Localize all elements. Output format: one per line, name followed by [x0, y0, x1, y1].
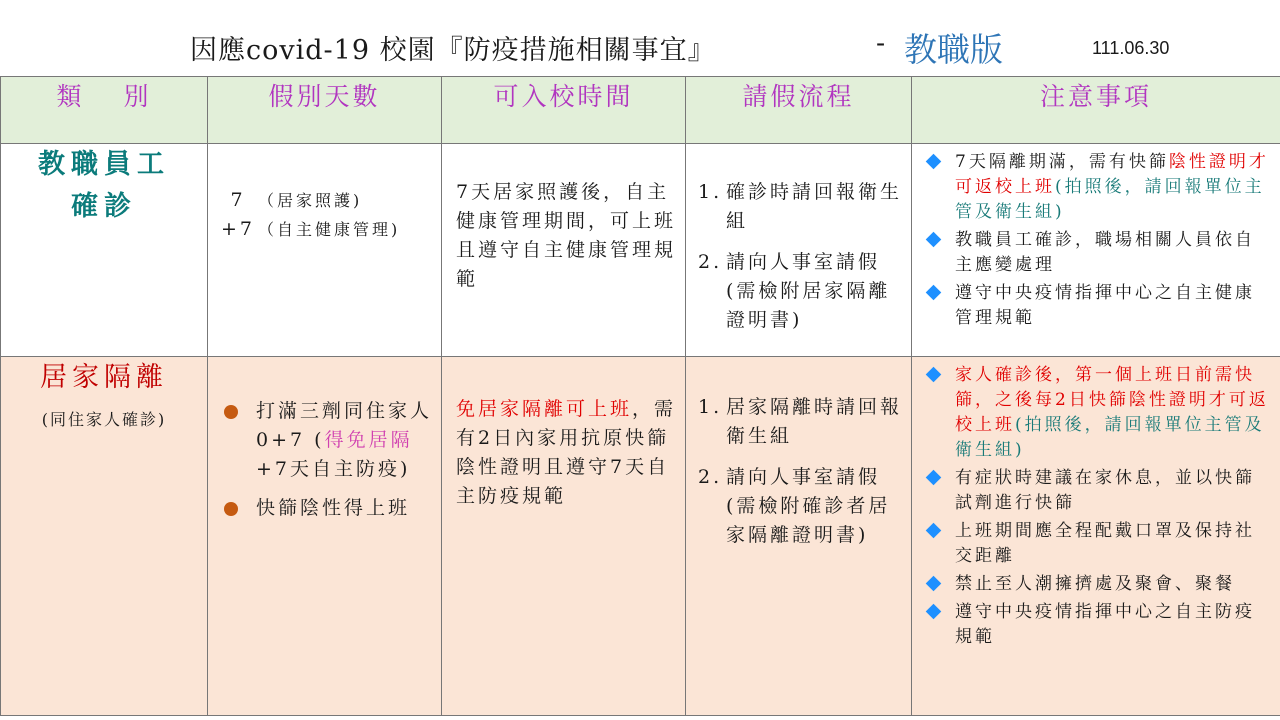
category-cell — [1, 144, 208, 357]
entry-text: 7天居家照護後，自主健康管理期間，可上班且遵守自主健康管理規範 — [456, 181, 677, 290]
diamond-bullet-icon — [926, 470, 942, 486]
measures-table — [0, 76, 1280, 716]
days-line: 7 （居家照護) — [230, 189, 363, 211]
note-item: 7天隔離期滿，需有快篩陰性證明才可返校上班(拍照後，請回報單位主管及衛生組) — [926, 150, 1274, 225]
table-row-home-isolation — [1, 357, 1280, 716]
leave-days-cell — [208, 357, 442, 716]
leave-process-cell — [686, 144, 912, 357]
category-home-isolation: 居家隔離 — [40, 362, 168, 393]
diamond-bullet-icon — [926, 576, 942, 592]
process-step: 2. 請向人事室請假(需檢附居家隔離證明書) — [698, 251, 891, 331]
entry-time-cell — [442, 144, 686, 357]
table-row-staff-confirmed — [1, 144, 1280, 357]
note-item: 遵守中央疫情指揮中心之自主防疫規範 — [926, 600, 1274, 650]
diamond-bullet-icon — [926, 367, 942, 383]
note-item: 禁止至人潮擁擠處及聚會、聚餐 — [926, 572, 1274, 597]
diamond-bullet-icon — [926, 604, 942, 620]
circle-bullet-icon — [224, 405, 238, 419]
category-staff-line2: 確診 — [71, 191, 137, 222]
note-item: 上班期間應全程配戴口罩及保持社交距離 — [926, 519, 1274, 569]
leave-days-cell — [208, 144, 442, 357]
date-label: 111.06.30 — [1092, 38, 1170, 58]
header-entry-time: 可入校時間 — [442, 77, 686, 144]
days-bullet: 快篩陰性得上班 — [224, 494, 433, 523]
header-leave-process: 請假流程 — [686, 77, 912, 144]
notes-cell — [912, 357, 1280, 716]
category-subtitle: (同住家人確診) — [41, 410, 167, 429]
process-step: 2. 請向人事室請假(需檢附確診者居家隔離證明書) — [698, 466, 891, 546]
header-category: 類 別 — [1, 77, 208, 144]
process-step: 1. 確診時請回報衛生組 — [698, 181, 903, 232]
entry-time-cell — [442, 357, 686, 716]
edition-label: 教職版 — [904, 30, 1003, 69]
diamond-bullet-icon — [926, 285, 942, 301]
header-row — [1, 77, 1280, 144]
leave-process-cell — [686, 357, 912, 716]
process-step: 1. 居家隔離時請回報衛生組 — [698, 396, 903, 447]
diamond-bullet-icon — [926, 232, 942, 248]
diamond-bullet-icon — [926, 523, 942, 539]
title-separator: - — [876, 28, 886, 59]
note-item: 教職員工確診，職場相關人員依自主應變處理 — [926, 228, 1274, 278]
title-bar — [0, 18, 1280, 74]
days-bullet: 打滿三劑同住家人0+7 (得免居隔+7天自主防疫) — [224, 397, 433, 484]
category-cell — [1, 357, 208, 716]
entry-text: 免居家隔離可上班，需有2日內家用抗原快篩陰性證明且遵守7天自主防疫規範 — [456, 398, 677, 507]
notes-cell — [912, 144, 1280, 357]
note-item: 遵守中央疫情指揮中心之自主健康管理規範 — [926, 281, 1274, 331]
category-staff-line1: 教職員工 — [38, 149, 170, 180]
diamond-bullet-icon — [926, 154, 942, 170]
header-notes: 注意事項 — [912, 77, 1280, 144]
circle-bullet-icon — [224, 502, 238, 516]
days-line: +7 （自主健康管理) — [220, 218, 401, 240]
page-title: 因應covid-19 校園『防疫措施相關事宜』 — [190, 35, 716, 66]
note-item: 有症狀時建議在家休息，並以快篩試劑進行快篩 — [926, 466, 1274, 516]
note-item: 家人確診後，第一個上班日前需快篩，之後每2日快篩陰性證明才可返校上班(拍照後，請回報單位主管及衛生組) — [926, 363, 1274, 463]
header-leave-days: 假別天數 — [208, 77, 442, 144]
